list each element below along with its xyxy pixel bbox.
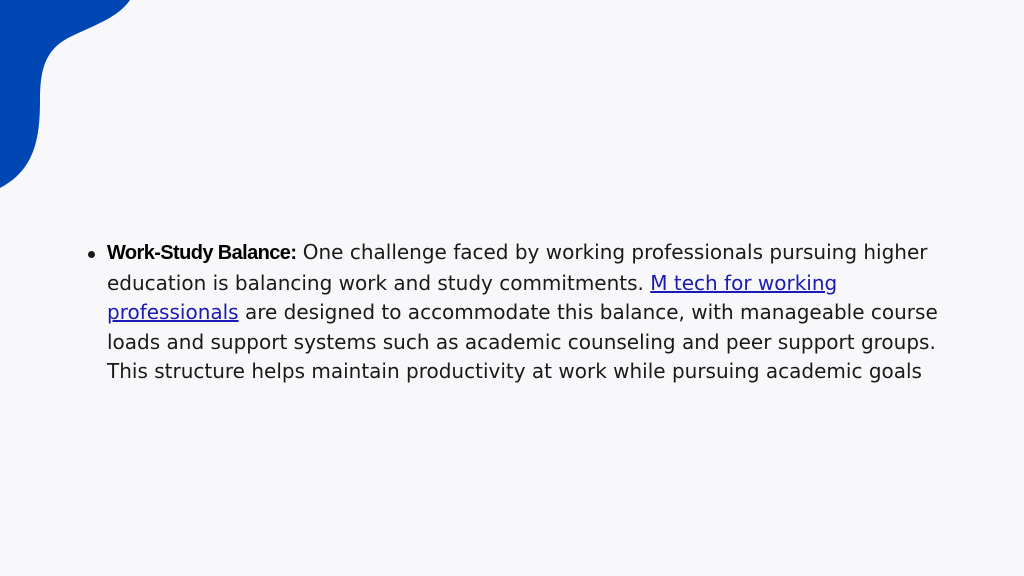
- bullet-item-work-study-balance: [84, 238, 964, 387]
- bullet-text-before-link: One challenge faced by working professionals pursuing higher education is balancing work and study commitments.: [107, 240, 928, 295]
- bullet-text-after-link: are designed to accommodate this balance, with manageable course loads and support systems such as academic counseling and peer support groups. This structure helps maintain productivity at work while pursuing academic goals: [107, 300, 938, 383]
- bullet-list: [84, 238, 964, 387]
- mtech-working-professionals-link[interactable]: M tech for working professionals: [107, 270, 838, 324]
- corner-decoration-shape: [0, 0, 140, 200]
- slide-content: [84, 238, 964, 387]
- bullet-lead-heading: Work-Study Balance:: [107, 242, 297, 264]
- bullet-dot-icon: [88, 251, 95, 258]
